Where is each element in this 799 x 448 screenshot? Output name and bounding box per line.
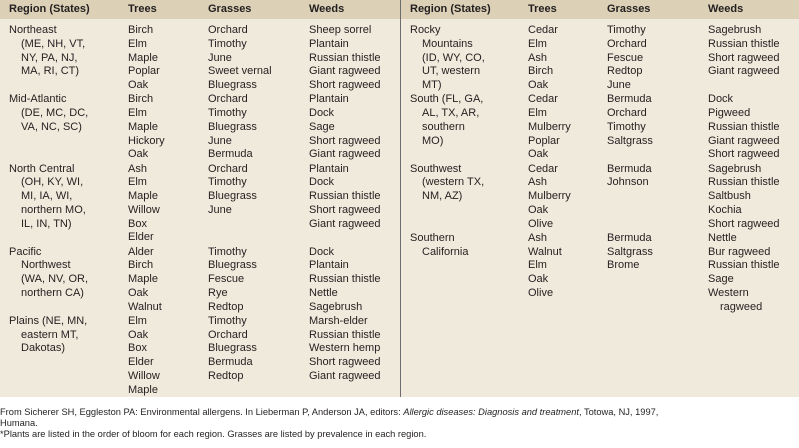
weeds-line: Western [708,286,749,299]
grasses-line: Bluegrass [208,190,257,202]
region-line: South (FL, GA, [410,93,484,106]
trees-line: Poplar [128,65,160,78]
grasses-line: Brome [607,259,640,272]
trees-line: Box [128,342,147,355]
region-line: MT) [422,79,442,91]
region-line: MI, IA, WI, [21,190,73,202]
trees-line: Oak [128,286,149,299]
weeds-line: Saltbush [708,190,751,202]
weeds-line: Nettle [708,231,737,244]
left-weeds-cell [309,163,381,232]
left-grasses-cell [208,93,257,162]
region-line: eastern MT, [21,328,79,341]
trees-line: Elder [128,231,154,244]
trees-line: Oak [528,273,549,285]
grasses-line: Redtop [607,65,643,78]
right-weeds-cell [708,232,780,315]
right-header-weeds: Weeds [708,3,744,15]
grasses-line: Orchard [607,37,647,50]
trees-line: Cedar [528,24,558,36]
region-line: AL, TX, AR, [422,107,480,119]
right-trees-cell [528,163,571,232]
grasses-line: Bermuda [208,356,253,368]
left-header-region: Region (States) [9,3,90,15]
left-grasses-cell [208,315,257,384]
right-trees-cell [528,93,571,162]
right-header-grasses: Grasses [607,3,651,15]
region-line: Southwest [410,162,462,175]
grasses-line: Bluegrass [208,259,257,272]
grasses-line: Fescue [208,273,245,285]
grasses-line: Saltgrass [607,134,653,147]
right-grasses-cell [607,93,653,148]
region-line: northern MO, [21,203,86,216]
region-line: NY, PA, NJ, [21,51,78,64]
weeds-line: Plantain [309,162,349,175]
trees-line: Ash [528,51,547,64]
trees-line: Mulberry [528,120,571,133]
trees-line: Maple [128,51,158,64]
trees-line: Willow [128,369,160,382]
grasses-line: June [208,203,232,216]
left-region-cell [9,315,87,356]
weeds-line: Sheep sorrel [309,24,372,36]
trees-line: Elm [128,314,147,327]
grasses-line: Bluegrass [208,120,257,133]
trees-line: Maple [128,273,158,285]
left-region-cell [9,24,85,79]
trees-line: Olive [528,286,554,299]
trees-line: Elm [528,107,547,119]
weeds-line: Short ragweed [708,51,780,64]
right-weeds-cell [708,93,780,162]
trees-line: Oak [528,79,549,91]
region-line: MA, RI, CT) [21,65,80,78]
region-line: (ID, WY, CO, [422,51,485,64]
trees-line: Elm [128,37,147,50]
grasses-line: Orchard [208,24,248,36]
left-weeds-cell [309,93,381,162]
left-trees-cell [128,163,160,246]
weeds-line: Sagebrush [309,300,363,313]
trees-line: Maple [128,120,158,133]
weeds-line: Giant ragweed [708,134,780,147]
weeds-line: Sage [708,273,734,285]
weeds-line: Russian thistle [309,328,381,341]
left-trees-cell [128,315,160,398]
region-line: Northeast [9,24,57,36]
region-line: NM, AZ) [422,190,463,202]
weeds-line: Short ragweed [309,79,381,91]
grasses-line: Bermuda [607,93,652,106]
trees-line: Oak [128,148,149,161]
right-weeds-cell [708,24,780,79]
grasses-line: Timothy [607,24,646,36]
left-trees-cell [128,246,162,315]
trees-line: Birch [128,93,154,106]
weeds-line: Plantain [309,259,349,272]
weeds-line: Short ragweed [309,134,381,147]
trees-line: Ash [528,176,547,189]
grasses-line: June [208,51,232,64]
grasses-line: Bermuda [607,162,652,175]
region-line: Pacific [9,245,42,258]
right-weeds-cell [708,163,780,232]
source-citation [0,407,799,418]
column-divider [400,0,401,397]
left-weeds-cell [309,246,381,315]
trees-line: Elm [128,107,147,119]
trees-line: Cedar [528,162,558,175]
region-line: Dakotas) [21,342,66,355]
weeds-line: Giant ragweed [309,217,381,230]
left-region-cell [9,93,88,134]
grasses-line: June [607,79,631,91]
region-line: Northwest [21,259,71,272]
trees-line: Walnut [528,245,562,258]
citation-text: From Sicherer SH, Eggleston PA: Environmental allergens. In Lieberman P, Anderson JA, editors: [0,407,404,417]
region-line: Rocky [410,24,441,36]
grasses-line: Bermuda [607,231,652,244]
trees-line: Olive [528,217,554,230]
trees-line: Walnut [128,300,162,313]
trees-line: Maple [128,383,158,396]
region-line: (OH, KY, WI, [21,176,84,189]
trees-line: Alder [128,245,154,258]
grasses-line: Timothy [208,245,247,258]
trees-line: Cedar [528,93,558,106]
trees-line: Poplar [528,134,560,147]
grasses-line: Orchard [208,162,248,175]
weeds-line: Short ragweed [309,356,381,368]
weeds-line: Giant ragweed [309,148,381,161]
trees-line: Birch [128,259,154,272]
grasses-line: Timothy [208,314,247,327]
region-line: UT, western [422,65,481,78]
trees-line: Mulberry [528,190,571,202]
trees-line: Box [128,217,147,230]
region-line: IL, IN, TN) [21,217,72,230]
region-line: Plains (NE, MN, [9,314,88,327]
grasses-line: Redtop [208,369,244,382]
trees-line: Birch [528,65,554,78]
trees-line: Maple [128,190,158,202]
grasses-line: Timothy [208,107,247,119]
trees-line: Willow [128,203,160,216]
right-grasses-cell [607,24,647,93]
grasses-line: Orchard [607,107,647,119]
trees-line: Elm [528,37,547,50]
region-line: (DE, MC, DC, [21,107,89,119]
trees-line: Oak [528,203,549,216]
left-grasses-cell [208,24,272,93]
grasses-line: Bluegrass [208,342,257,355]
left-weeds-cell [309,24,381,93]
grasses-line: Timothy [607,120,646,133]
weeds-line: Dock [309,107,335,119]
weeds-line: Short ragweed [309,203,381,216]
weeds-line: Russian thistle [708,120,780,133]
right-region-cell [410,232,468,260]
region-line: southern [422,120,465,133]
right-grasses-cell [607,232,653,273]
weeds-line: Dock [708,93,734,106]
trees-line: Oak [128,79,149,91]
right-header-trees: Trees [528,3,557,15]
grasses-line: Bluegrass [208,79,257,91]
region-line: (western TX, [422,176,485,189]
trees-line: Elm [528,259,547,272]
region-line: (ME, NH, VT, [21,37,86,50]
weeds-line: Russian thistle [708,259,780,272]
weeds-line: Dock [309,176,335,189]
grasses-line: Bermuda [208,148,253,161]
citation-location: , Totowa, NJ, 1997, [578,407,659,417]
left-region-cell [9,246,88,301]
left-header-trees: Trees [128,3,157,15]
trees-line: Oak [128,328,149,341]
trees-line: Elm [128,176,147,189]
grasses-line: Rye [208,286,228,299]
weeds-line: Sage [309,120,335,133]
left-weeds-cell [309,315,381,384]
weeds-line: Marsh-elder [309,314,368,327]
weeds-line: Russian thistle [708,176,780,189]
weeds-line: Russian thistle [309,273,381,285]
right-region-cell [410,163,484,204]
region-line: northern CA) [21,286,84,299]
left-header-grasses: Grasses [208,3,252,15]
weeds-line: Short ragweed [708,217,780,230]
weeds-line: ragweed [720,300,763,313]
right-trees-cell [528,232,562,301]
left-region-cell [9,163,86,232]
right-trees-cell [528,24,558,93]
grasses-line: Orchard [208,93,248,106]
right-grasses-cell [607,163,652,191]
grasses-line: Timothy [208,176,247,189]
weeds-line: Bur ragweed [708,245,771,258]
weeds-line: Giant ragweed [708,65,780,78]
citation-book-title: Allergic diseases: Diagnosis and treatment [403,407,579,417]
weeds-line: Kochia [708,203,742,216]
grasses-line: Redtop [208,300,244,313]
grasses-line: Orchard [208,328,248,341]
trees-line: Birch [128,24,154,36]
region-line: Mountains [422,37,473,50]
citation-publisher: Humana. [0,418,38,428]
region-line: California [422,245,469,258]
grasses-line: Saltgrass [607,245,653,258]
trees-line: Oak [528,148,549,161]
weeds-line: Sagebrush [708,24,762,36]
weeds-line: Russian thistle [309,51,381,64]
right-region-cell [410,93,483,148]
grasses-line: Timothy [208,37,247,50]
weeds-line: Russian thistle [708,37,780,50]
region-line: Mid-Atlantic [9,93,67,106]
region-line: MO) [422,134,444,147]
grasses-line: Johnson [607,176,649,189]
left-header-weeds: Weeds [309,3,345,15]
grasses-line: Fescue [607,51,644,64]
left-grasses-cell [208,246,257,315]
weeds-line: Sagebrush [708,162,762,175]
trees-line: Hickory [128,134,165,147]
weeds-line: Plantain [309,37,349,50]
grasses-line: Sweet vernal [208,65,272,78]
left-grasses-cell [208,163,257,218]
weeds-line: Short ragweed [708,148,780,161]
weeds-line: Nettle [309,286,338,299]
weeds-line: Dock [309,245,335,258]
footnote: *Plants are listed in the order of bloom for each region. Grasses are listed by prevalence in each region. [0,429,427,439]
weeds-line: Western hemp [309,342,381,355]
left-trees-cell [128,24,160,93]
left-trees-cell [128,93,165,162]
region-line: Southern [410,231,455,244]
region-line: (WA, NV, OR, [21,273,89,285]
trees-line: Ash [528,231,547,244]
region-line: VA, NC, SC) [21,120,82,133]
region-line: North Central [9,162,75,175]
grasses-line: June [208,134,232,147]
weeds-line: Russian thistle [309,190,381,202]
right-header-region: Region (States) [410,3,491,15]
right-region-cell [410,24,485,93]
trees-line: Elder [128,356,154,368]
weeds-line: Pigweed [708,107,751,119]
weeds-line: Plantain [309,93,349,106]
trees-line: Ash [128,162,147,175]
weeds-line: Giant ragweed [309,65,381,78]
weeds-line: Giant ragweed [309,369,381,382]
